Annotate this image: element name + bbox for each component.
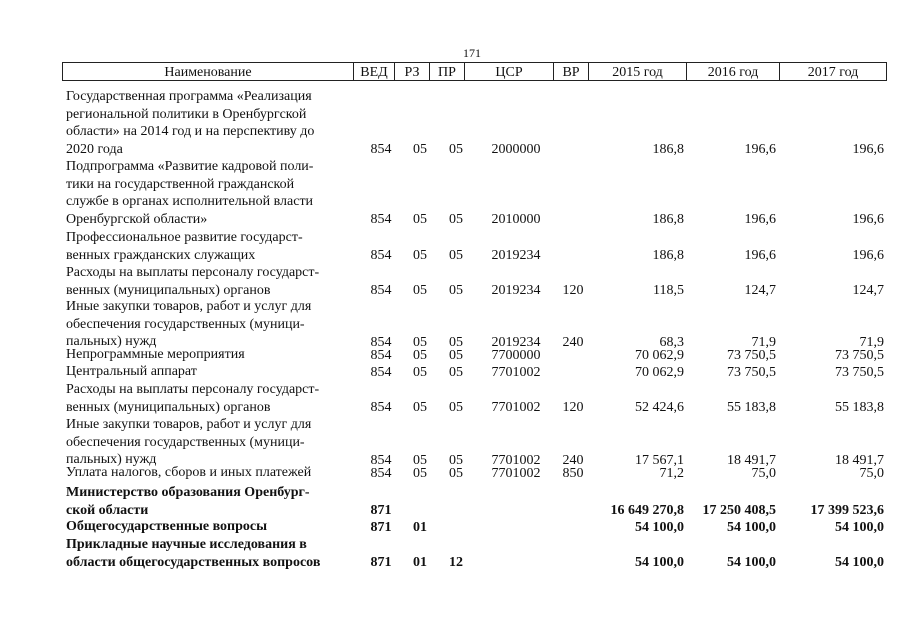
cell-pr: 05 — [449, 212, 463, 228]
header-csr: ЦСР — [464, 62, 554, 81]
cell-pr: 05 — [449, 142, 463, 158]
row-name — [66, 298, 346, 351]
cell-ved: 854 — [370, 400, 392, 416]
cell-rz: 05 — [413, 400, 427, 416]
row-name-line: Расходы на выплаты персоналу государст- — [66, 382, 320, 397]
page-number: 171 — [463, 46, 481, 60]
row-name-line: 2020 года — [66, 141, 123, 157]
cell-csr: 2019234 — [491, 283, 541, 299]
cell-csr: 2000000 — [491, 142, 541, 158]
table-row — [62, 381, 892, 416]
table-row — [62, 518, 892, 536]
table-row — [62, 464, 892, 482]
row-name-line: пальных) нужд — [66, 334, 157, 350]
cell-ved: 871 — [370, 555, 392, 571]
row-name-line: Уплата налогов, сборов и иных платежей — [66, 465, 312, 480]
cell-csr: 7701002 — [491, 364, 541, 380]
cell-y16: 71,9 — [751, 334, 776, 350]
row-name — [66, 536, 346, 571]
header-pr: ПР — [429, 62, 465, 81]
cell-y16: 196,6 — [744, 142, 776, 158]
cell-pr: 05 — [449, 400, 463, 416]
cell-y17: 54 100,0 — [835, 519, 884, 535]
row-name-line: Министерство образования Оренбург- — [66, 485, 310, 500]
cell-vr: 120 — [562, 400, 584, 416]
cell-rz: 05 — [413, 364, 427, 380]
table-row — [62, 298, 892, 351]
row-name — [66, 518, 346, 536]
cell-y17: 75,0 — [859, 465, 884, 481]
cell-rz: 05 — [413, 142, 427, 158]
cell-y17: 73 750,5 — [835, 364, 884, 380]
cell-y15: 71,2 — [659, 465, 684, 481]
cell-y15: 17 567,1 — [635, 452, 684, 468]
table-row — [62, 158, 892, 228]
cell-ved: 871 — [370, 519, 392, 535]
cell-y16: 124,7 — [744, 283, 776, 299]
header-rz: РЗ — [394, 62, 430, 81]
cell-y16: 17 250 408,5 — [702, 503, 776, 519]
cell-y17: 18 491,7 — [835, 452, 884, 468]
row-name-line: Профессиональное развитие государст- — [66, 230, 303, 245]
cell-pr: 05 — [449, 248, 463, 264]
row-name — [66, 416, 346, 469]
row-name — [66, 484, 346, 519]
cell-pr: 12 — [449, 555, 463, 571]
cell-csr: 2019234 — [491, 334, 541, 350]
cell-pr: 05 — [449, 347, 463, 363]
cell-y15: 118,5 — [653, 283, 684, 299]
row-name-line: области общегосударственных вопросов — [66, 554, 321, 570]
cell-y17: 71,9 — [859, 334, 884, 350]
cell-y17: 196,6 — [852, 212, 884, 228]
row-name-line: Подпрограмма «Развитие кадровой поли- — [66, 159, 314, 174]
row-name — [66, 88, 346, 158]
cell-ved: 854 — [370, 248, 392, 264]
cell-y16: 73 750,5 — [727, 364, 776, 380]
row-name-line: Общегосударственные вопросы — [66, 519, 268, 534]
cell-pr: 05 — [449, 364, 463, 380]
cell-ved: 871 — [370, 503, 392, 519]
cell-ved: 854 — [370, 452, 392, 468]
table-row — [62, 264, 892, 299]
table-row — [62, 346, 892, 364]
cell-rz: 05 — [413, 283, 427, 299]
cell-csr: 2010000 — [491, 212, 541, 228]
cell-csr: 7701002 — [491, 465, 541, 481]
cell-y16: 196,6 — [744, 212, 776, 228]
cell-y15: 70 062,9 — [635, 364, 684, 380]
header-name: Наименование — [62, 62, 354, 81]
row-name-line: региональной политики в Оренбургской — [66, 106, 307, 122]
row-name-line: обеспечения государственных (муници- — [66, 434, 305, 450]
header-ved: ВЕД — [353, 62, 395, 81]
cell-rz: 05 — [413, 248, 427, 264]
row-name — [66, 229, 346, 264]
cell-y17: 17 399 523,6 — [810, 503, 884, 519]
cell-rz: 05 — [413, 334, 427, 350]
row-name-line: Центральный аппарат — [66, 364, 197, 379]
row-name-line: службе в органах исполнительной власти — [66, 194, 314, 210]
cell-y16: 75,0 — [751, 465, 776, 481]
row-name — [66, 464, 346, 482]
row-name-line: Оренбургской области» — [66, 211, 208, 227]
cell-y16: 54 100,0 — [727, 555, 776, 571]
cell-rz: 01 — [413, 519, 427, 535]
cell-y16: 55 183,8 — [727, 400, 776, 416]
row-name-line: венных (муниципальных) органов — [66, 399, 271, 415]
cell-y15: 186,8 — [652, 248, 684, 264]
cell-y17: 196,6 — [852, 142, 884, 158]
cell-ved: 854 — [370, 212, 392, 228]
table-row — [62, 416, 892, 469]
cell-y16: 73 750,5 — [727, 347, 776, 363]
cell-vr: 120 — [562, 283, 584, 299]
row-name — [66, 158, 346, 228]
cell-rz: 05 — [413, 212, 427, 228]
cell-y15: 54 100,0 — [635, 519, 684, 535]
row-name-line: Непрограммные мероприятия — [66, 347, 245, 362]
cell-y15: 16 649 270,8 — [610, 503, 684, 519]
cell-y15: 52 424,6 — [635, 400, 684, 416]
header-2017: 2017 год — [779, 62, 887, 81]
cell-ved: 854 — [370, 334, 392, 350]
row-name-line: обеспечения государственных (муници- — [66, 316, 305, 332]
cell-csr: 7700000 — [491, 347, 541, 363]
cell-vr: 240 — [562, 452, 584, 468]
cell-y17: 55 183,8 — [835, 400, 884, 416]
row-name — [66, 381, 346, 416]
cell-y17: 54 100,0 — [835, 555, 884, 571]
row-name-line: Прикладные научные исследования в — [66, 537, 307, 552]
row-name — [66, 363, 346, 381]
cell-y17: 73 750,5 — [835, 347, 884, 363]
table-row — [62, 363, 892, 381]
cell-vr: 850 — [562, 465, 584, 481]
cell-ved: 854 — [370, 347, 392, 363]
row-name-line: венных (муниципальных) органов — [66, 282, 271, 298]
cell-rz: 05 — [413, 452, 427, 468]
cell-y15: 70 062,9 — [635, 347, 684, 363]
cell-y16: 18 491,7 — [727, 452, 776, 468]
cell-y16: 54 100,0 — [727, 519, 776, 535]
row-name — [66, 264, 346, 299]
table-row — [62, 229, 892, 264]
row-name-line: пальных) нужд — [66, 452, 157, 468]
cell-y15: 186,8 — [652, 142, 684, 158]
row-name-line: Государственная программа «Реализация — [66, 89, 312, 104]
row-name-line: Иные закупки товаров, работ и услуг для — [66, 299, 312, 314]
cell-y16: 196,6 — [744, 248, 776, 264]
cell-pr: 05 — [449, 452, 463, 468]
row-name-line: Расходы на выплаты персоналу государст- — [66, 265, 320, 280]
row-name-line: тики на государственной гражданской — [66, 176, 295, 192]
cell-csr: 7701002 — [491, 452, 541, 468]
cell-y15: 68,3 — [659, 334, 684, 350]
header-2016: 2016 год — [686, 62, 780, 81]
row-name-line: ской области — [66, 502, 149, 518]
cell-csr: 7701002 — [491, 400, 541, 416]
row-name-line: венных гражданских служащих — [66, 247, 256, 263]
table-row — [62, 88, 892, 158]
cell-ved: 854 — [370, 364, 392, 380]
table-row — [62, 536, 892, 571]
header-2015: 2015 год — [588, 62, 687, 81]
cell-pr: 05 — [449, 283, 463, 299]
cell-pr: 05 — [449, 334, 463, 350]
cell-y17: 196,6 — [852, 248, 884, 264]
cell-ved: 854 — [370, 142, 392, 158]
row-name-line: Иные закупки товаров, работ и услуг для — [66, 417, 312, 432]
cell-y15: 186,8 — [652, 212, 684, 228]
cell-y17: 124,7 — [852, 283, 884, 299]
cell-rz: 05 — [413, 347, 427, 363]
header-vr: ВР — [553, 62, 589, 81]
cell-rz: 05 — [413, 465, 427, 481]
cell-vr: 240 — [562, 334, 584, 350]
row-name-line: области» на 2014 год и на перспективу до — [66, 124, 315, 140]
cell-ved: 854 — [370, 283, 392, 299]
cell-csr: 2019234 — [491, 248, 541, 264]
row-name — [66, 346, 346, 364]
cell-rz: 01 — [413, 555, 427, 571]
cell-ved: 854 — [370, 465, 392, 481]
table-row — [62, 484, 892, 519]
cell-y15: 54 100,0 — [635, 555, 684, 571]
cell-pr: 05 — [449, 465, 463, 481]
